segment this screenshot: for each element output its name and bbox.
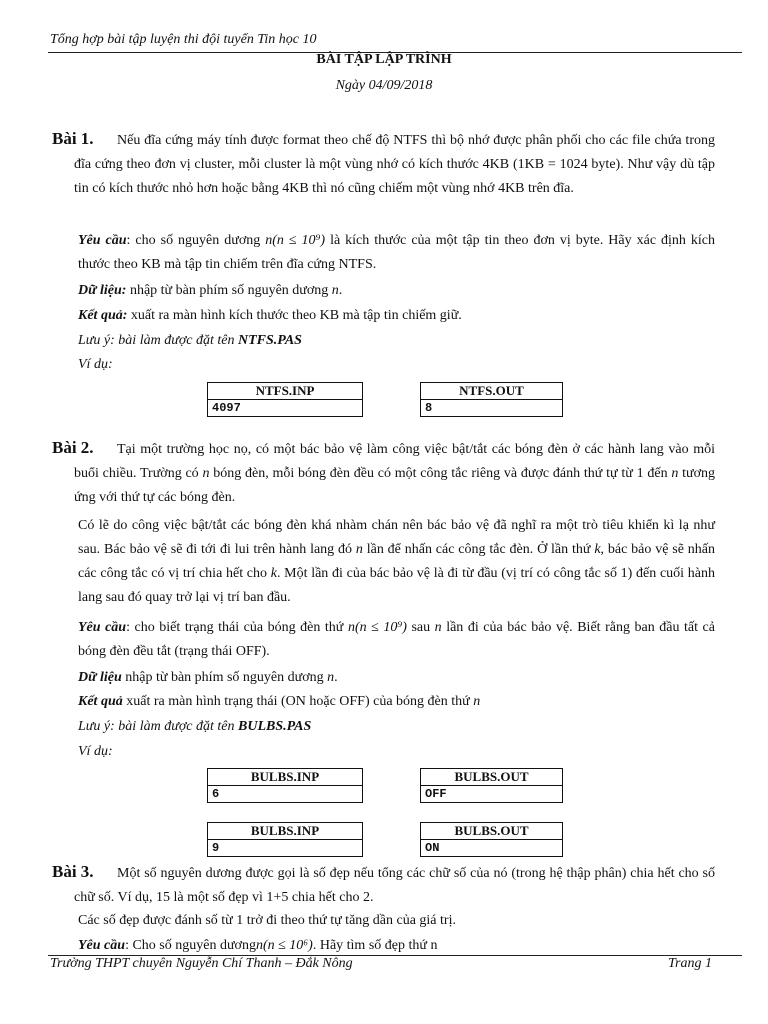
ntfs-output-box [420,382,563,417]
problem-1-requirement: Yêu cầu: cho số nguyên dương n(n ≤ 10⁹) là kích thước của một tập tin theo đơn vị byte. Hãy xác định kích thước theo KB mà tập tin chiếm trên đĩa cứng NTFS. [78,233,716,272]
input-label: Dữ liệu: [78,283,127,298]
problem-1-input: Dữ liệu: nhập từ bàn phím số nguyên dương n. [78,283,343,298]
footer-page-number: Trang 1 [668,956,712,971]
document-date: Ngày 04/09/2018 [335,78,433,93]
problem-2-example-label: Ví dụ: [78,744,113,759]
filename: BULBS.PAS [238,719,312,734]
problem-3-requirement: Yêu cầu: Cho số nguyên dươngn(n ≤ 10⁶). Hãy tìm số đẹp thứ n [78,938,438,953]
running-header: Tổng hợp bài tập luyện thi đội tuyển Tin học 10 [50,32,317,47]
requirement-label: Yêu cầu [78,938,126,953]
problem-3-intro [52,860,715,910]
bulbs-input-box-1 [207,768,363,803]
problem-2-text: Tại một trường học nọ, có một bác bảo vệ làm công việc bật/tắt các bóng đèn ở các hành lang vào mỗi buổi chiều. Trường có n bóng đèn, mỗi bóng đèn đều có một công tắc riêng và được đánh thứ tự từ 1 đến n tương ứng với thứ tự các bóng đèn. [74,442,715,505]
input-file-name: NTFS.INP [208,383,363,400]
problem-2-note: Lưu ý: bài làm được đặt tên BULBS.PAS [78,719,312,734]
footer-school: Trường THPT chuyên Nguyễn Chí Thanh – Đắk Nông [50,956,353,971]
problem-2-input: Dữ liệu nhập từ bàn phím số nguyên dương n. [78,670,338,685]
problem-2-description: Có lẽ do công việc bật/tắt các bóng đèn khá nhàm chán nên bác bảo vệ đã nghĩ ra một trò tiêu khiển kì lạ như sau. Bác bảo vệ sẽ đi tới đi lui trên hành lang đó n lần để nhấn các công tắc đèn. Ở lần thứ k, bác bảo vệ sẽ nhấn các công tắc có vị trí chia hết cho k. Một lần đi của bác bảo vệ là đi từ đầu (vị trí có công tắc số 1) đến cuối hành lang sau đó quay trở lại vị trí ban đầu. [78,518,716,605]
input-file-name: BULBS.INP [208,823,363,840]
problem-1-intro [52,127,715,201]
output-label: Kết quả: [78,308,128,323]
problem-1-note: Lưu ý: bài làm được đặt tên NTFS.PAS [78,333,302,348]
problem-2-number: Bài 2. [52,438,94,457]
problem-3-number: Bài 3. [52,862,94,881]
bulbs-output-box-1 [420,768,563,803]
bulbs-output-box-2 [420,822,563,857]
output-value: 8 [421,400,563,417]
input-label: Dữ liệu [78,670,122,685]
problem-1-output: Kết quả: xuất ra màn hình kích thước theo KB mà tập tin chiếm giữ. [78,308,462,323]
input-value: 4097 [208,400,363,417]
output-file-name: BULBS.OUT [421,823,563,840]
input-file-name: BULBS.INP [208,769,363,786]
problem-3-text: Một số nguyên dương được gọi là số đẹp nếu tổng các chữ số của nó (trong hệ thập phân) chia hết cho số chữ số. Ví dụ, 15 là một số đẹp vì 1+5 chia hết cho 2. [74,866,715,905]
output-value: OFF [421,786,563,803]
filename: NTFS.PAS [238,333,302,348]
problem-2-requirement: Yêu cầu: cho biết trạng thái của bóng đèn thứ n(n ≤ 10⁹) sau n lần đi của bác bảo vệ. Biết rằng ban đầu tất cả bóng đèn đều tắt (trạng thái OFF). [78,620,715,659]
bulbs-input-box-2 [207,822,363,857]
input-value: 6 [208,786,363,803]
problem-1-text: Nếu đĩa cứng máy tính được format theo chế độ NTFS thì bộ nhớ được phân phối cho các file chứa trong đĩa cứng theo đơn vị cluster, mỗi cluster là một vùng nhớ có kích thước 4KB (1KB = 1024 byte). Như vậy dù tập tin có kích thước nhỏ hơn hoặc bằng 4KB thì nó cũng chiếm một vùng nhớ 4KB trên đĩa. [74,133,715,196]
input-value: 9 [208,840,363,857]
output-value: ON [421,840,563,857]
problem-1-example-label: Ví dụ: [78,357,113,372]
requirement-label: Yêu cầu [78,233,127,248]
problem-1-number: Bài 1. [52,129,94,148]
document-title: BÀI TẬP LẬP TRÌNH [316,52,452,67]
output-label: Kết quả [78,694,123,709]
ntfs-input-box [207,382,363,417]
output-file-name: NTFS.OUT [421,383,563,400]
problem-2-intro [52,436,715,510]
problem-2-output: Kết quả xuất ra màn hình trạng thái (ON hoặc OFF) của bóng đèn thứ n [78,694,481,709]
requirement-label: Yêu cầu [78,620,127,635]
problem-3-ordering: Các số đẹp được đánh số từ 1 trở đi theo thứ tự tăng dần của giá trị. [78,913,456,928]
output-file-name: BULBS.OUT [421,769,563,786]
